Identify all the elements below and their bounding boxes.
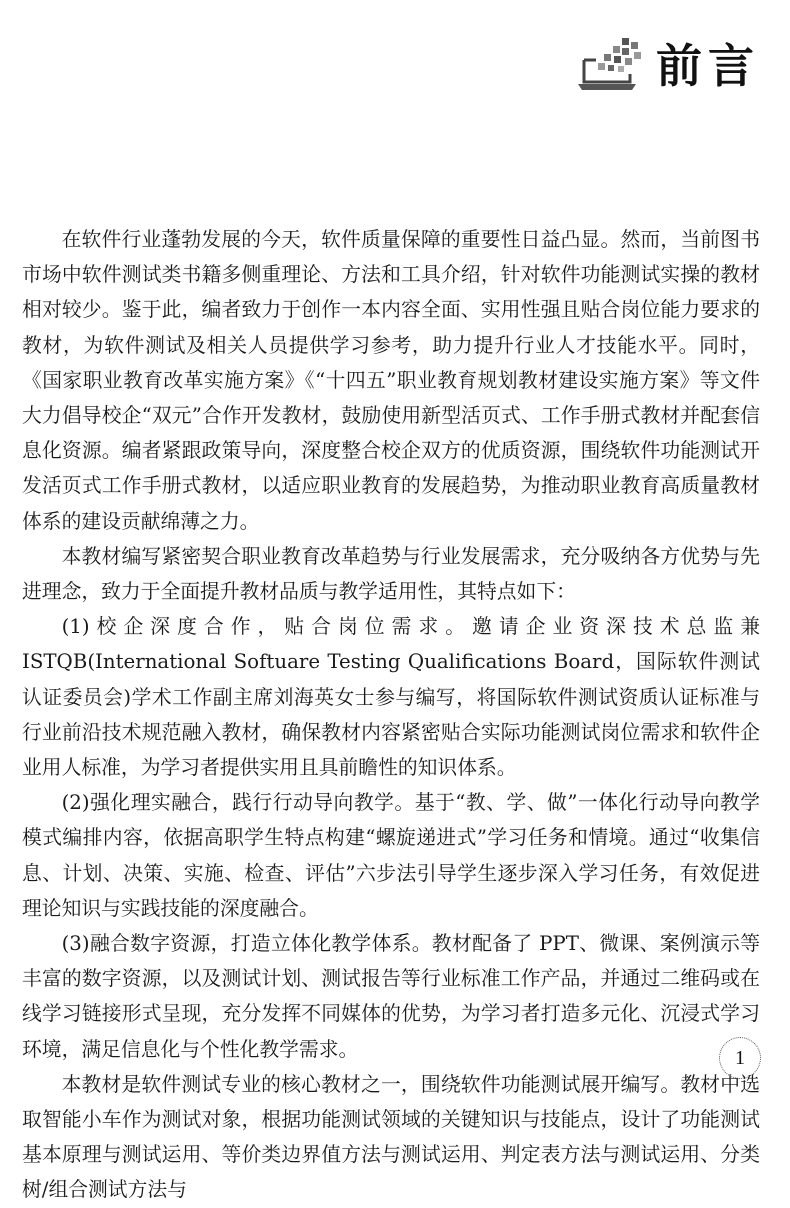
laptop-pixel-icon (578, 38, 644, 94)
paragraph: 在软件行业蓬勃发展的今天，软件质量保障的重要性日益凸显。然而，当前图书市场中软件测试类书籍多侧重理论、方法和工具介绍，针对软件功能测试实操的教材相对较少。鉴于此，编者致力于创作一本内容全面、实用性强且贴合岗位能力要求的教材，为软件测试及相关人员提供学习参考，助力提升行业人才技能水平。同时，《国家职业教育改革实施方案》《“十四五”职业教育规划教材建设实施方案》等文件大力倡导校企“双元”合作开发教材，鼓励使用新型活页式、工作手册式教材并配套信息化资源。编者紧跟政策导向，深度整合校企双方的优质资源，围绕软件功能测试开发活页式工作手册式教材，以适应职业教育的发展趋势，为推动职业教育高质量教材体系的建设贡献绵薄之力。 (22, 228, 760, 533)
paragraph: (3)融合数字资源，打造立体化教学体系。教材配备了 PPT、微课、案例演示等丰富的数字资源，以及测试计划、测试报告等行业标准工作产品，并通过二维码或在线学习链接形式呈现，充分发挥不同媒体的优势，为学习者打造多元化、沉浸式学习环境，满足信息化与个性化教学需求。 (22, 932, 760, 1061)
paragraph: (2)强化理实融合，践行行动导向教学。基于“教、学、做”一体化行动导向教学模式编排内容，依据高职学生特点构建“螺旋递进式”学习任务和情境。通过“收集信息、计划、决策、实施、检查、评估”六步法引导学生逐步深入学习任务，有效促进理论知识与实践技能的深度融合。 (22, 791, 760, 920)
paragraph: 本教材是软件测试专业的核心教材之一，围绕软件功能测试展开编写。教材中选取智能小车作为测试对象，根据功能测试领域的关键知识与技能点，设计了功能测试基本原理与测试运用、等价类边界值方法与测试运用、判定表方法与测试运用、分类树/组合测试方法与 (22, 1072, 760, 1202)
page-title: 前言 (656, 39, 760, 93)
paragraph: 本教材编写紧密契合职业教育改革趋势与行业发展需求，充分吸纳各方优势与先进理念，致力于全面提升教材品质与教学适用性，其特点如下： (22, 544, 760, 604)
page-number: 1 (719, 1037, 761, 1079)
paragraph: (1)校企深度合作，贴合岗位需求。邀请企业资深技术总监兼 ISTQB(International Softuare Testing Qualifications Board，国际软件测试认证委员会)学术工作副主席刘海英女士参与编写，将国际软件测试资质认证标准与行业前沿技术规范融入教材，确保教材内容紧密贴合实际功能测试岗位需求和软件企业用人标准，为学习者提供实用且具前瞻性的知识体系。 (22, 615, 760, 780)
preface-body (22, 222, 760, 1208)
